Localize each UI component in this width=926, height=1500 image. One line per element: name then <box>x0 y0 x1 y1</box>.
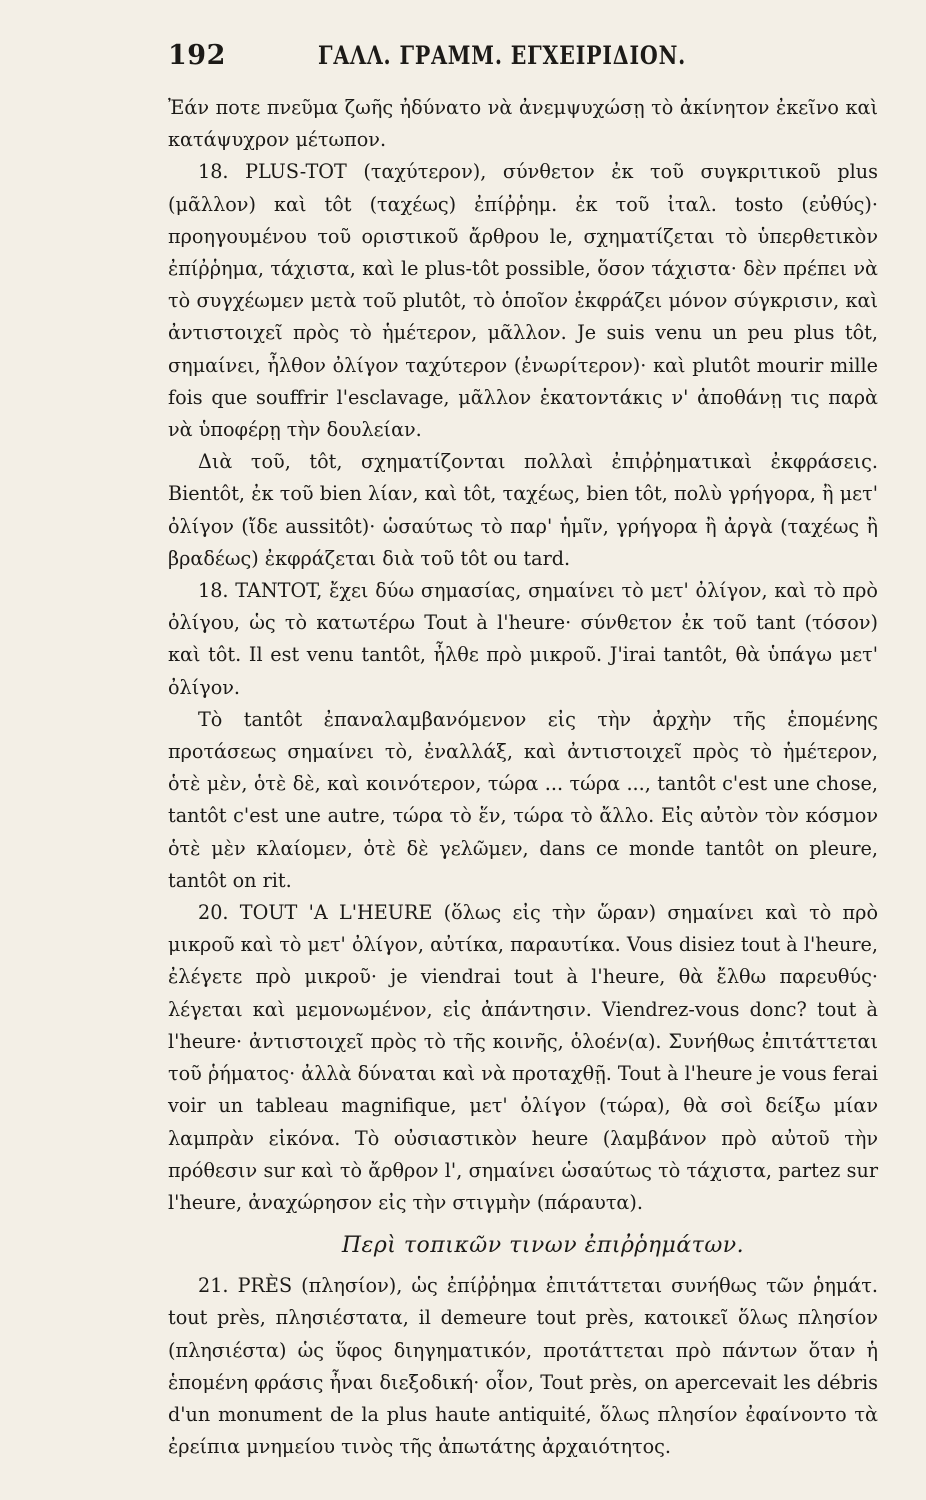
paragraph-plus-tot: 18. PLUS-TOT (ταχύτερον), σύνθετον ἐκ τοῦ συγκριτικοῦ plus (μᾶλλον) καὶ tôt (ταχέως) ἐπίῤῥημ. ἐκ τοῦ ἰταλ. tosto (εὐθύς)· προηγουμένου τοῦ οριστικοῦ ἄρθρου le, σχηματίζεται τὸ ὑπερθετικὸν ἐπίῤῥημα, τάχιστα, καὶ le plus-tôt possible, ὅσον τάχιστα· δὲν πρέπει νὰ τὸ συγχέωμεν μετὰ τοῦ plutôt, τὸ ὁποῖον ἐκφράζει μόνον σύγκρισιν, καὶ ἀντιστοιχεῖ πρὸς τὸ ἡμέτερον, μᾶλλον. Je suis venu un peu plus tôt, σημαίνει, ἦλθον ὀλίγον ταχύτερον (ἐνωρίτερον)· καὶ plutôt mourir mille fois que souffrir l'esclavage, μᾶλλον ἑκατοντάκις ν' ἀποθάνῃ τις παρὰ νὰ ὑποφέρῃ τὴν δουλείαν. <box>168 160 878 442</box>
paragraph-tantot-repeated: Τὸ tantôt ἐπαναλαμβανόμενον εἰς τὴν ἀρχὴν τῆς ἑπομένης προτάσεως σημαίνει τὸ, ἐναλλάξ, καὶ ἀντιστοιχεῖ πρὸς τὸ ἡμέτερον, ὁτὲ μὲν, ὁτὲ δὲ, καὶ κοινότερον, τώρα ... τώρα ..., tantôt c'est une chose, tantôt c'est une autre, τώρα τὸ ἕν, τώρα τὸ ἄλλο. Εἰς αὐτὸν τὸν κόσμον ὁτὲ μὲν κλαίομεν, ὁτὲ δὲ γελῶμεν, dans ce monde tantôt on pleure, tantôt on rit. <box>168 707 878 892</box>
page-header <box>168 40 878 90</box>
running-title: ΓΑΛΛ. ΓΡΑΜΜ. ΕΓΧΕΙΡΙΔΙΟΝ. <box>318 41 687 70</box>
paragraph-pres: 21. PRÈS (πλησίον), ὡς ἐπίῤῥημα ἐπιτάττεται συνήθως τῶν ῥημάτ. tout près, πλησιέστατα, il demeure tout près, κατοικεῖ ὅλως πλησίον (πλησιέστα) ὡς ὕφος διηγηματικόν, προτάττεται πρὸ πάντων ὅταν ἡ ἑπομένη φράσις ἦναι διεξοδική· οἷον, Tout près, on apercevait les débris d'un monument de la plus haute antiquité, ὅλως πλησίον ἐφαίνοντο τὰ ἐρείπια μνημείου τινὸς τῆς ἀπωτάτης ἀρχαιότητος. <box>168 1274 878 1459</box>
body-text <box>168 92 878 1463</box>
paragraph-tout-a-l-heure: 20. TOUT 'A L'HEURE (ὅλως εἰς τὴν ὥραν) σημαίνει καὶ τὸ πρὸ μικροῦ καὶ τὸ μετ' ὀλίγον, αὐτίκα, παραυτίκα. Vous disiez tout à l'heure, ἐλέγετε πρὸ μικροῦ· je viendrai tout à l'heure, θὰ ἔλθω παρευθύς· λέγεται καὶ μεμονωμένον, εἰς ἀπάντησιν. Viendrez-vous donc? tout à l'heure· ἀντιστοιχεῖ πρὸς τὸ τῆς κοινῆς, ὁλοέν(α). Συνήθως ἐπιτάττεται τοῦ ῥήματος· ἀλλὰ δύναται καὶ νὰ προταχθῇ. Tout à l'heure je vous ferai voir un tableau magnifique, μετ' ὀλίγον (τώρα), θὰ σοὶ δείξω μίαν λαμπρὰν εἰκόνα. Τὸ οὐσιαστικὸν heure (λαμβάνον πρὸ αὐτοῦ τὴν πρόθεσιν sur καὶ τὸ ἄρθρον l', σημαίνει ὡσαύτως τὸ τάχιστα, partez sur l'heure, ἀναχώρησον εἰς τὴν στιγμὴν (πάραυτα). <box>168 901 878 1214</box>
paragraph-tot-expressions: Διὰ τοῦ, tôt, σχηματίζονται πολλαὶ ἐπιῤῥηματικαὶ ἐκφράσεις. Bientôt, ἐκ τοῦ bien λίαν, καὶ tôt, ταχέως, bien tôt, πολὺ γρήγορα, ἢ μετ' ὀλίγον (ἴδε aussitôt)· ὡσαύτως τὸ παρ' ἡμῖν, γρήγορα ἢ ἀργὰ (ταχέως ἢ βραδέως) ἐκφράζεται διὰ τοῦ tôt ou tard. <box>168 450 878 570</box>
section-heading: Περὶ τοπικῶν τινων ἐπιῤῥημάτων. <box>341 1233 745 1259</box>
paragraph-tantot: 18. TANTOT, ἔχει δύω σημασίας, σημαίνει τὸ μετ' ὀλίγον, καὶ τὸ πρὸ ὀλίγου, ὡς τὸ κατωτέρω Tout à l'heure· σύνθετον ἐκ τοῦ tant (τόσον) καὶ tôt. Il est venu tantôt, ἦλθε πρὸ μικροῦ. J'irai tantôt, θὰ ὑπάγω μετ' ὀλίγον. <box>168 579 878 699</box>
page-number: 192 <box>168 40 226 71</box>
paragraph-continuation: Ἐάν ποτε πνεῦμα ζωῆς ἠδύνατο νὰ ἀνεμψυχώσῃ τὸ ἀκίνητον ἐκεῖνο καὶ κατάψυχρον μέτωπον. <box>168 96 878 152</box>
